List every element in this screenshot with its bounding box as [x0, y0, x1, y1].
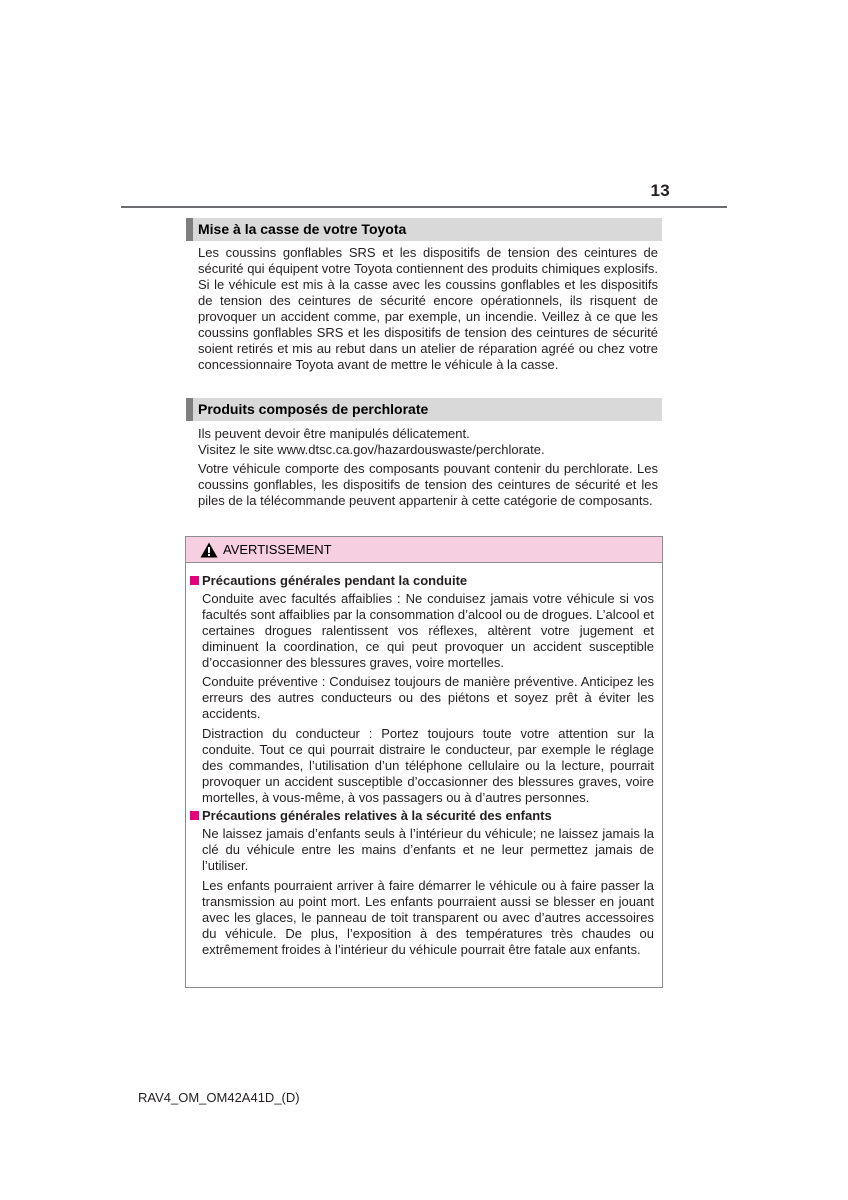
warning-triangle-icon: [200, 542, 218, 558]
perchlorate-paragraph-website: Visitez le site www.dtsc.ca.gov/hazardouswaste/perchlorate.: [198, 442, 545, 457]
section-title-disposal: Mise à la casse de votre Toyota: [186, 218, 662, 241]
warning-paragraph-children-risks: Les enfants pourraient arriver à faire démarrer le véhicule ou à faire passer la transmission au point mort. Les enfants pourraient aussi se blesser en jouant avec les glaces, le panneau de toit transparent ou avec d’autres accessoires du véhicule. De plus, l’exposition à des températures très chaudes ou extrêmement froides à l’intérieur du véhicule pourrait être fatale aux enfants.: [202, 878, 654, 957]
warning-paragraph-defensive: Conduite préventive : Conduisez toujours de manière préventive. Anticipez les erreurs des autres conducteurs ou des piétons et soyez prêt à éviter les accidents.: [202, 674, 654, 721]
document-code-footer: RAV4_OM_OM42A41D_(D): [138, 1090, 300, 1105]
disposal-paragraph: Les coussins gonflables SRS et les dispositifs de tension des ceintures de sécurité qui équipent votre Toyota contiennent des produits chimiques explosifs. Si le véhicule est mis à la casse avec les coussins gonflables et les dispositifs de tension des ceintures de sécurité encore opérationnels, ils risquent de provoquer un accident comme, par exemple, un incendie. Veillez à ce que les coussins gonflables SRS et les dispositifs de tension des ceintures de sécurité soient retirés et mis au rebut dans un atelier de réparation agréé ou chez votre concessionnaire Toyota avant de mettre le véhicule à la casse.: [198, 245, 658, 372]
warning-box: [185, 536, 663, 988]
perchlorate-paragraph-components: Votre véhicule comporte des composants pouvant contenir du perchlorate. Les coussins gonflables, les dispositifs de tension des ceintures de sécurité et les piles de la télécommande peuvent appartenir à cette catégorie de composants.: [198, 461, 658, 508]
warning-title: AVERTISSEMENT: [223, 542, 332, 557]
warning-paragraph-distraction: Distraction du conducteur : Portez toujours toute votre attention sur la conduite. Tout ce qui pourrait distraire le conducteur, par exemple le réglage des commandes, l’utilisation d’un téléphone cellulaire ou la lecture, pourrait provoquer un accident susceptible d’occasionner des blessures graves, voire mortelles, à vous-même, à vos passagers ou à d’autres personnes.: [202, 726, 654, 805]
warning-subheading-children: Précautions générales relatives à la sécurité des enfants: [190, 808, 552, 824]
warning-paragraph-children-alone: Ne laissez jamais d’enfants seuls à l’intérieur du véhicule; ne laissez jamais la clé du véhicule entre les mains d’enfants et ne leur permettez jamais de l’utiliser.: [202, 826, 654, 873]
perchlorate-paragraph-handling: Ils peuvent devoir être manipulés délicatement.: [198, 426, 470, 441]
magenta-square-icon: [190, 576, 199, 585]
magenta-square-icon: [190, 811, 199, 820]
header-rule: [121, 206, 727, 208]
warning-paragraph-impaired: Conduite avec facultés affaiblies : Ne conduisez jamais votre véhicule si vos facultés sont affaiblies par la consommation d’alcool ou de drogues. L’alcool et certaines drogues ralentissent vos réflexes, altèrent votre jugement et diminuent la coordination, ce qui peut provoquer un accident susceptible d’occasionner des blessures graves, voire mortelles.: [202, 591, 654, 670]
section-title-perchlorate: Produits composés de perchlorate: [186, 398, 662, 421]
warning-subheading-driving: Précautions générales pendant la conduite: [190, 573, 467, 589]
warning-header: [186, 537, 662, 563]
page-number: 13: [650, 181, 670, 200]
